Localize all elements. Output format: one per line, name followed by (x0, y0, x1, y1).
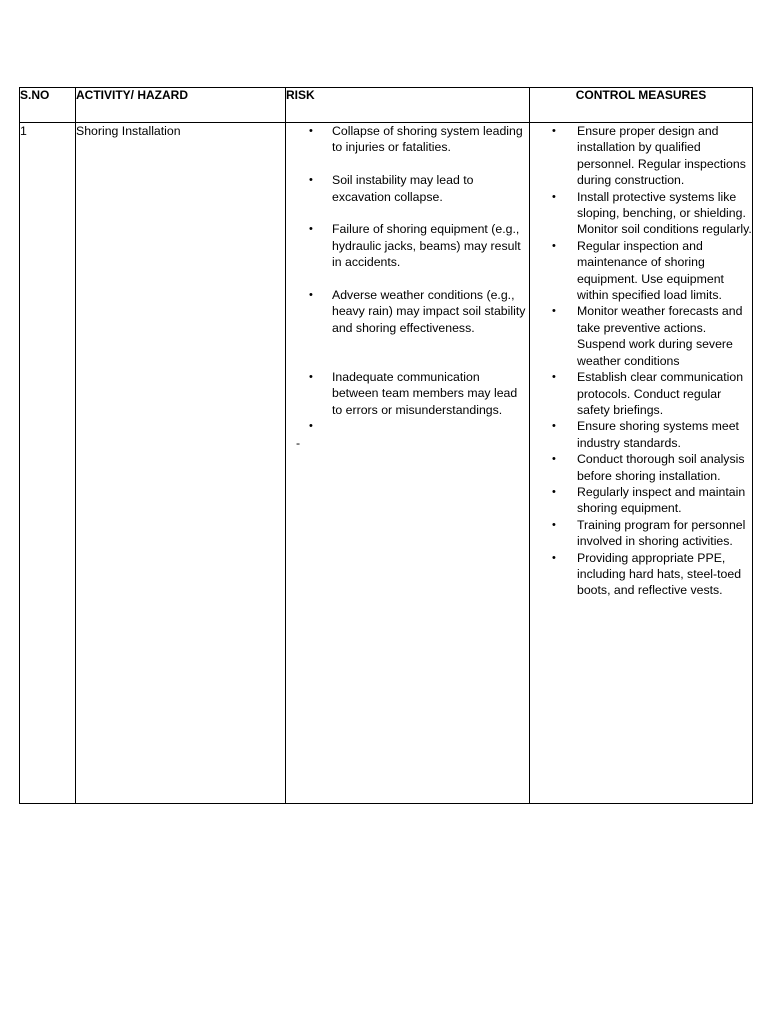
header-activity-hazard: ACTIVITY/ HAZARD (76, 88, 286, 123)
risk-item (286, 287, 529, 336)
bullet-icon: • (309, 420, 313, 433)
control-item (530, 123, 752, 189)
risk-item (286, 369, 529, 418)
control-item (530, 303, 752, 369)
bullet-icon: • (309, 174, 313, 187)
risk-item (286, 221, 529, 270)
bullet-icon: • (552, 551, 556, 564)
control-item (530, 189, 752, 238)
risk-item-text: Soil instability may lead to excavation collapse. (332, 173, 474, 204)
control-item (530, 238, 752, 304)
cell-activity: Shoring Installation (76, 123, 286, 804)
bullet-icon: • (552, 420, 556, 433)
control-item (530, 451, 752, 484)
control-item-text: Monitor weather forecasts and take preventive actions. Suspend work during severe weather conditions (577, 304, 743, 368)
risk-item-empty (286, 418, 529, 434)
control-item (530, 418, 752, 451)
control-item (530, 550, 752, 599)
bullet-icon: • (552, 453, 556, 466)
bullet-icon: • (552, 518, 556, 531)
bullet-icon: • (552, 239, 556, 252)
control-item-text: Training program for personnel involved in shoring activities. (577, 517, 746, 549)
control-item (530, 484, 752, 517)
control-item-text: Ensure proper design and installation by qualified personnel. Regular inspections during construction. (577, 124, 746, 188)
risk-item-text: Adverse weather conditions (e.g., heavy rain) may impact soil stability and shoring effectiveness. (332, 288, 526, 335)
bullet-icon: • (552, 485, 556, 498)
risk-item-text: Failure of shoring equipment (e.g., hydraulic jacks, beams) may result in accidents. (332, 222, 521, 270)
control-list (530, 123, 752, 599)
control-item (530, 517, 752, 550)
bullet-icon: • (309, 223, 313, 236)
risk-item-text: Inadequate communication between team members may lead to errors or misunderstandings. (332, 370, 518, 417)
control-item-text: Regularly inspect and maintain shoring equipment. (577, 484, 746, 516)
risk-list (286, 123, 529, 435)
risk-item (286, 123, 529, 156)
risk-trailing-dash: - (296, 435, 301, 450)
control-item-text: Regular inspection and maintenance of shoring equipment. Use equipment within specified load limits. (577, 238, 724, 303)
bullet-icon: • (552, 190, 556, 203)
control-item (530, 369, 752, 418)
control-item-text: Providing appropriate PPE, including hard hats, steel-toed boots, and reflective vests. (577, 550, 742, 598)
control-item-text: Ensure shoring systems meet industry standards. (577, 419, 739, 450)
header-sno: S.NO (20, 88, 76, 123)
bullet-icon: • (309, 289, 313, 302)
bullet-icon: • (552, 125, 556, 137)
control-item-text: Install protective systems like sloping, benching, or shielding. Monitor soil conditions regularly. (577, 189, 752, 237)
bullet-icon: • (309, 371, 313, 384)
control-item-text: Establish clear communication protocols. Conduct regular safety briefings. (577, 370, 744, 417)
bullet-icon: • (552, 305, 556, 318)
cell-sno: 1 (20, 123, 76, 804)
risk-assessment-table (19, 87, 753, 804)
risk-item (286, 172, 529, 205)
header-risk: RISK (286, 88, 530, 123)
control-item-text: Conduct thorough soil analysis before shoring installation. (577, 452, 745, 483)
cell-risk (286, 123, 530, 804)
header-control-measures: CONTROL MEASURES (530, 88, 753, 123)
bullet-icon: • (309, 125, 313, 137)
table-row (20, 123, 753, 804)
cell-control-measures (530, 123, 753, 804)
risk-item-text: Collapse of shoring system leading to injuries or fatalities. (332, 124, 523, 155)
table-header-row (20, 88, 753, 123)
bullet-icon: • (552, 371, 556, 384)
